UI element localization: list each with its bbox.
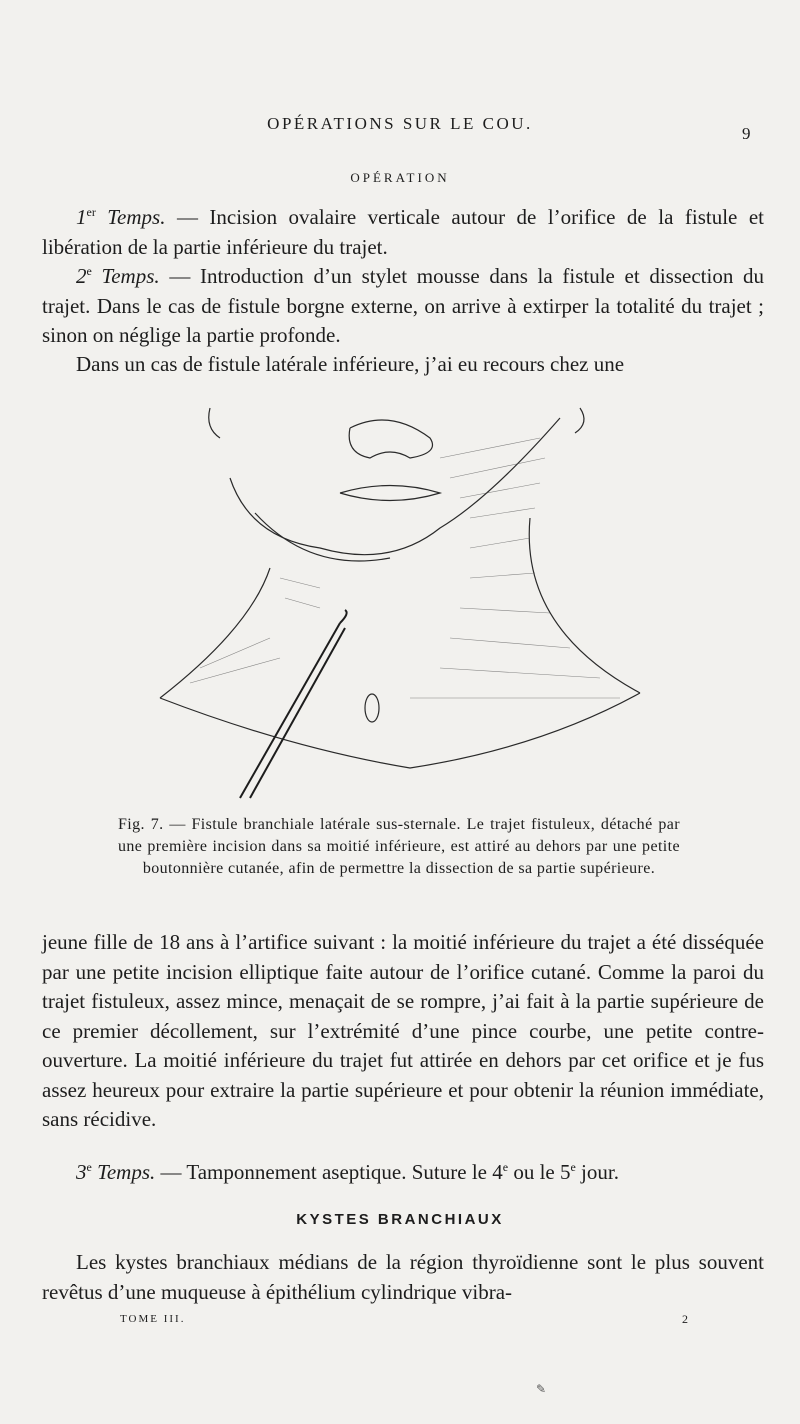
temps-2-word: Temps.	[91, 264, 160, 288]
chin-outline	[255, 513, 390, 561]
temps-1-paragraph	[42, 203, 764, 262]
neck-left	[160, 568, 270, 698]
jaw-outline	[230, 418, 560, 555]
page-number: 9	[742, 124, 751, 143]
neck-right	[529, 518, 640, 693]
temps-1-sup: er	[86, 205, 96, 219]
temps-3-sup-b: e	[570, 1160, 576, 1174]
section-heading: OPÉRATION	[350, 170, 450, 185]
signature-mark: 2	[682, 1312, 688, 1326]
lips-outline	[340, 486, 440, 501]
temps-1-word: Temps.	[95, 205, 166, 229]
temps-3-text-a: — Tamponnement aseptique. Suture le 4	[155, 1160, 503, 1184]
caption-label: Fig. 7.	[118, 816, 164, 833]
temps-2-label: 2	[76, 264, 87, 288]
fistula-orifice	[365, 694, 379, 722]
ear-left	[209, 408, 220, 438]
temps-1-text: — Incision ovalaire verticale autour de l’orifice de la fistule et libération de la partie inférieure du trajet.	[42, 205, 764, 259]
temps-2-paragraph	[42, 262, 764, 351]
forceps	[240, 610, 347, 798]
temps-3-sup-a: e	[502, 1160, 509, 1174]
temps-3-label: 3	[76, 1160, 87, 1184]
caption-text: — Fistule branchiale latérale sus-sternale. Le trajet fistuleux, détaché par une première incision dans sa moitié inférieure, est attiré au dehors par une petite boutonnière cutanée, afin de permettre la dissection de sa partie supérieure.	[118, 816, 680, 877]
temps-3-text-b: ou le 5	[508, 1160, 571, 1184]
temps-3-paragraph	[42, 1158, 764, 1188]
temps-1-label: 1	[76, 205, 87, 229]
temps-3-text-c: jour.	[575, 1160, 619, 1184]
ear-right	[575, 408, 584, 433]
temps-2-text: — Introduction d’un stylet mousse dans la fistule et dissection du trajet. Dans le cas de fistule borgne externe, on arrive à extirper la totalité du trajet ; sinon on néglige la partie profonde.	[42, 264, 764, 347]
temps-2-sup: e	[86, 264, 92, 278]
volume-label: TOME III.	[120, 1313, 186, 1325]
shoulder-line	[160, 693, 640, 768]
temps-3-sup: e	[86, 1160, 92, 1174]
paragraph-3-start: Dans un cas de fistule latérale inférieure, j’ai eu recours chez une	[76, 352, 625, 376]
running-title: OPÉRATIONS SUR LE COU.	[267, 114, 533, 133]
stray-mark: ✎	[536, 1382, 547, 1396]
figure-caption	[118, 814, 680, 880]
kystes-heading: KYSTES BRANCHIAUX	[296, 1211, 504, 1228]
neck-illustration	[140, 398, 660, 810]
nose-outline	[349, 420, 432, 458]
continuation-paragraph: jeune fille de 18 ans à l’artifice suivant : la moitié inférieure du trajet a été disséquée par une petite incision elliptique faite autour de l’orifice cutané. Comme la paroi du trajet fistuleux, assez mince, menaçait de se rompre, j’ai fait à la partie supérieure de ce premier décollement, sur l’extrémité d’une pince courbe, une petite contre-ouverture. La moitié inférieure du trajet fut attirée en dehors par cet orifice et je fus assez heureux pour extraire la partie supérieure et pour obtenir la réunion immédiate, sans récidive.	[42, 930, 764, 1131]
kystes-paragraph: Les kystes branchiaux médians de la région thyroïdienne sont le plus souvent revêtus d’une muqueuse à épithélium cylindrique vibra-	[42, 1250, 764, 1304]
temps-3-word: Temps.	[91, 1160, 156, 1184]
